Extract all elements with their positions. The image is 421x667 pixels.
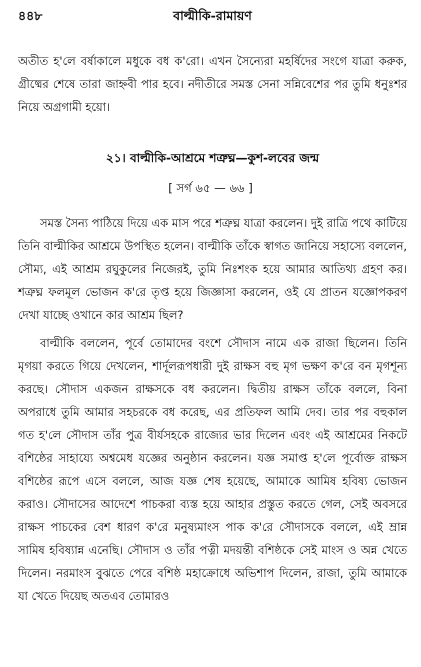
sarga-range: [ সর্গ ৬৫ — ৬৬ ] xyxy=(168,181,253,195)
chapter-title: ২১। বাল্মীকি-আশ্রমে শত্রুঘ্ন—কুশ-লবের জন্ম xyxy=(105,151,320,165)
paragraph-2: সমস্ত সৈন্য পাঠিয়ে দিয়ে এক মাস পরে শত্রুঘ্ন যাত্রা করলেন। দুই রাত্রি পথে কাটিয়ে তিনি বাল্মীকির আশ্রমে উপস্থিত হলেন। বাল্মীকি তাঁকে স্বাগত জানিয়ে সহাস্যে বললেন, সৌম্য, এই আশ্রম রঘুকুলের নিজেরই, তুমি নিঃশংক হয়ে আমার আতিথ্য গ্রহণ কর। শত্রুঘ্ন ফলমূল ভোজন ক'রে তৃপ্ত হয়ে জিজ্ঞাসা করলেন, ওই যে প্রাতন যজ্ঞোপকরণ দেখা যাচ্ছে ওখানে কার আশ্রম ছিল? xyxy=(18,216,407,322)
paragraph-3: বাল্মীকি বললেন, পূর্বে তোমাদের বংশে সৌদাস নামে এক রাজা ছিলেন। তিনি মৃগয়া করতে গিয়ে দেখলেন, শার্দূলরূপধারী দুই রাক্ষস বহু মৃগ ভক্ষণ ক'রে বন মৃগশূন্য করছে। সৌদাস একজন রাক্ষসকে বধ করলেন। দ্বিতীয় রাক্ষস তাঁকে বললে, বিনা অপরাধে তুমি আমার সহচরকে বধ করেছ, এর প্রতিফল আমি দেব। তার পর বহুকাল গত হ'লে সৌদাস তাঁর পুত্র বীর্যসহকে রাজ্যের ভার দিলেন এবং এই আশ্রমের নিকটে বশিষ্ঠের সাহায্যে অশ্বমেধ যজ্ঞের অনুষ্ঠান করলেন। যজ্ঞ সমাপ্ত হ'লে পূর্বোক্ত রাক্ষস বশিষ্ঠের রূপে এসে বললে, আজ যজ্ঞ শেষ হয়েছে, আমাকে আমিষ হবিষ্য ভোজন করাও। সৌদাসের আদেশে পাচকরা ব্যস্ত হয়ে আহার প্রস্তুত করতে গেল, সেই অবসরে রাক্ষস পাচকের বেশ ধারণ ক'রে মনুষ্যমাংস পাক ক'রে সৌদাসকে বললে, এই ম্রান্ন সামিষ হবিষ্যান্ন এনেছি। সৌদাস ও তাঁর পত্নী মদয়ন্তী বশিষ্ঠকে সেই মাংস ও অন্ন খেতে দিলেন। নরমাংস বুঝতে পেরে বশিষ্ঠ মহাক্রোধে অভিশাপ দিলেন, রাজা, তুমি আমাকে যা খেতে দিয়েছ অতএব তোমারও xyxy=(18,336,407,603)
paragraph-3-block xyxy=(18,332,407,608)
page-number: ৪৪৮ xyxy=(18,8,43,23)
page-header xyxy=(18,6,407,28)
paragraph-2-block xyxy=(18,212,407,327)
paragraph-1: অতীত হ'লে বর্ষাকালে মধুকে বধ ক'রো। এখন সৈন্যেরা মহর্ষিদের সংগে যাত্রা করুক, গ্রীষ্মের শেষে তারা জাহ্নবী পার হবে। নদীতীরে সমস্ত সেনা সন্নিবেশের পর তুমি ধনুঃশর নিয়ে অগ্রগামী হয়ো। xyxy=(18,54,407,114)
paragraph-1-block xyxy=(18,50,407,119)
running-title: বাল্মীকি-রামায়ণ xyxy=(173,8,252,23)
